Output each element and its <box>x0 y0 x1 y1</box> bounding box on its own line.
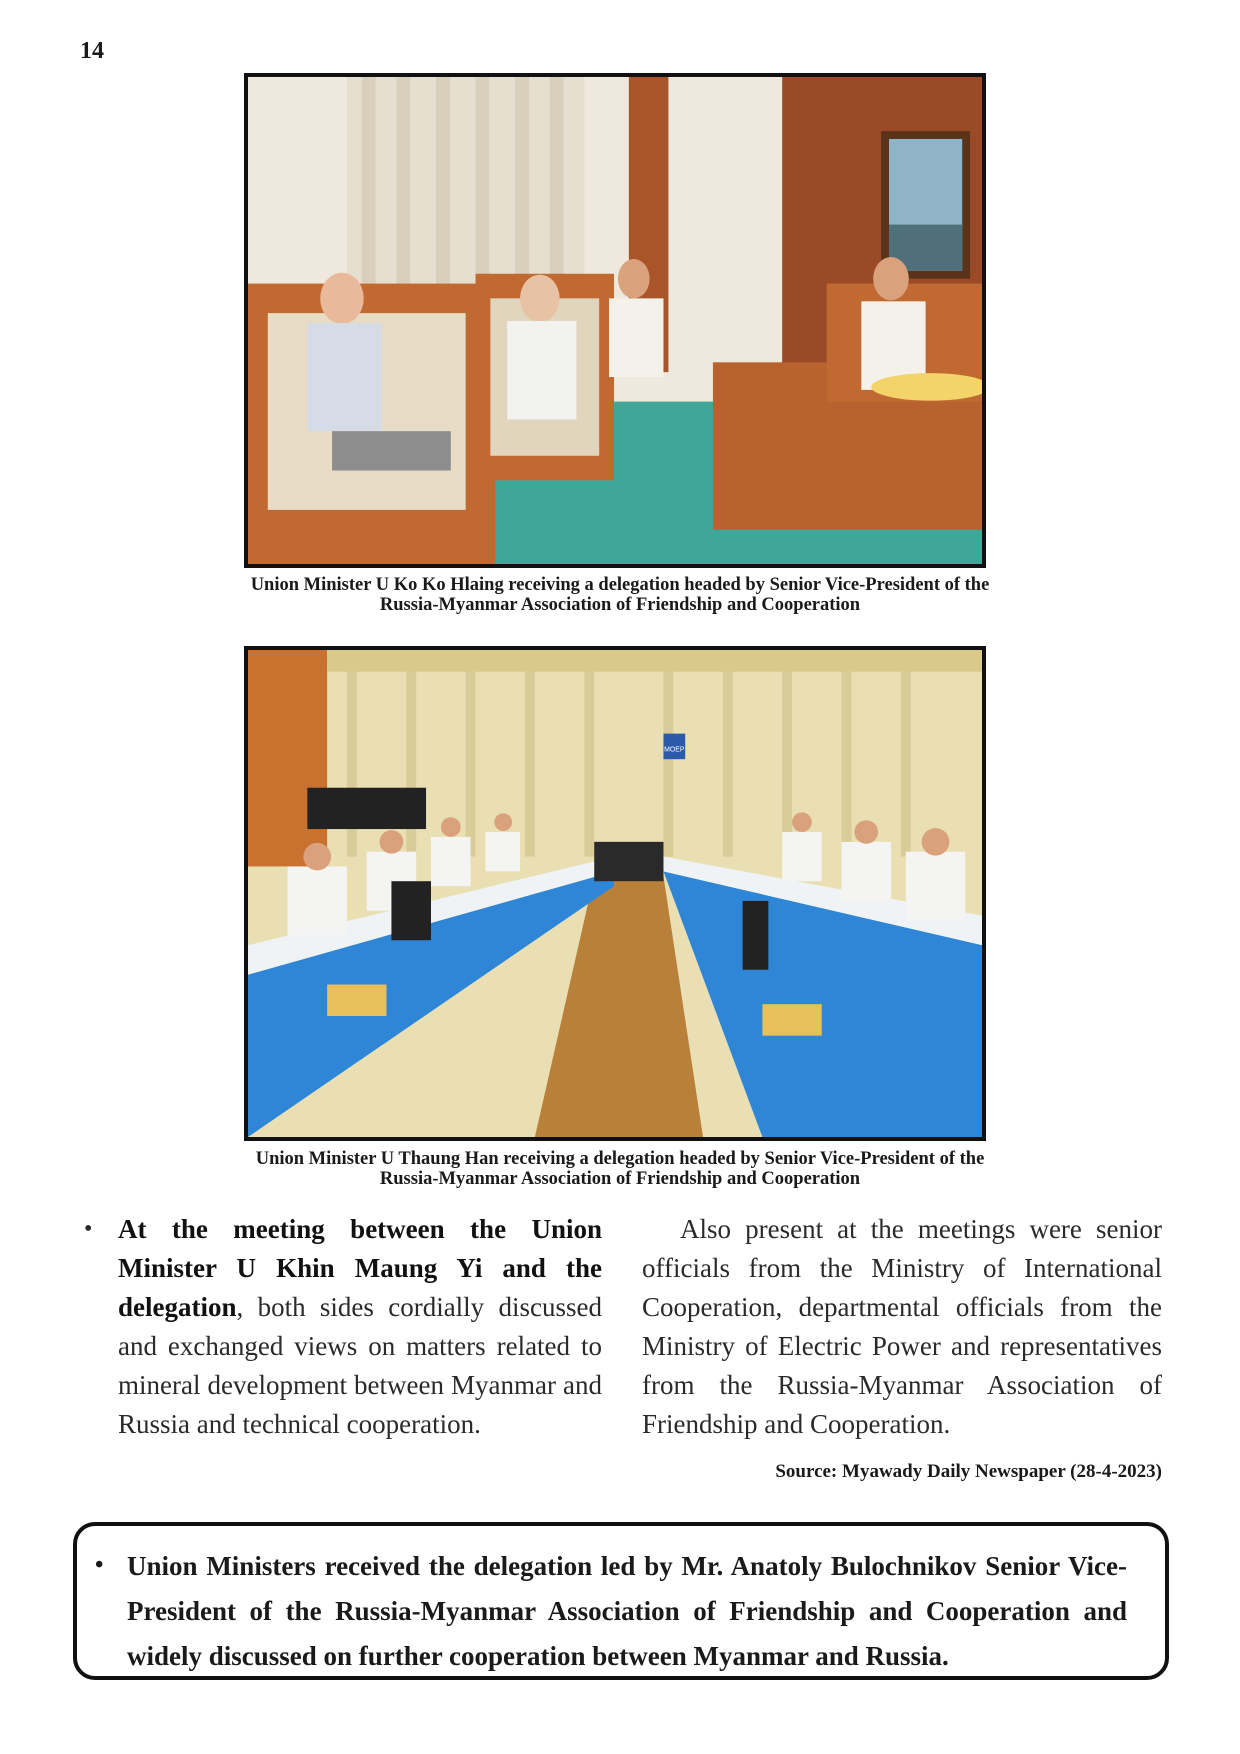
photo-meeting-thaung-han <box>244 646 986 1141</box>
source-citation: Source: Myawady Daily Newspaper (28-4-2023) <box>775 1461 1162 1482</box>
summary-box <box>73 1522 1169 1680</box>
article-lead-bold: At the meeting between the Union Minister U Khin Maung Yi and the delegation <box>118 1214 602 1322</box>
caption-line: Russia-Myanmar Association of Friendship and Cooperation <box>379 595 861 615</box>
photo-caption <box>160 1149 1080 1189</box>
wall-sign-text: MOEP <box>664 746 685 754</box>
bullet-icon: • <box>95 1552 104 1578</box>
photo-reception-ko-ko-hlaing <box>244 73 986 568</box>
summary-text: Union Ministers received the delegation led by Mr. Anatoly Bulochnikov Senior Vice-President of the Russia-Myanmar Association of Friendship and Cooperation and widely discussed on further cooperation between Myanmar and Russia. <box>127 1551 1127 1671</box>
page-number: 14 <box>80 38 104 64</box>
photo-caption <box>160 575 1080 615</box>
caption-line: Union Minister U Thaung Han receiving a delegation headed by Senior Vice-President of the <box>255 1149 985 1169</box>
caption-line: Union Minister U Ko Ko Hlaing receiving a delegation headed by Senior Vice-President of the <box>250 575 990 595</box>
article-right-column <box>642 1210 1162 1444</box>
caption-line: Russia-Myanmar Association of Friendship and Cooperation <box>379 1169 861 1189</box>
article-left-column <box>84 1210 602 1444</box>
article-right-paragraph: Also present at the meetings were senior officials from the Ministry of International Cooperation, departmental officials from the Ministry of Electric Power and representatives from the Russia-Myanmar Association of Friendship and Cooperation. <box>642 1214 1162 1439</box>
article-lead-rest: , both sides cordially discussed and exchanged views on matters related to mineral development between Myanmar and Russia and technical cooperation. <box>118 1292 602 1439</box>
bullet-icon: • <box>84 1216 93 1242</box>
